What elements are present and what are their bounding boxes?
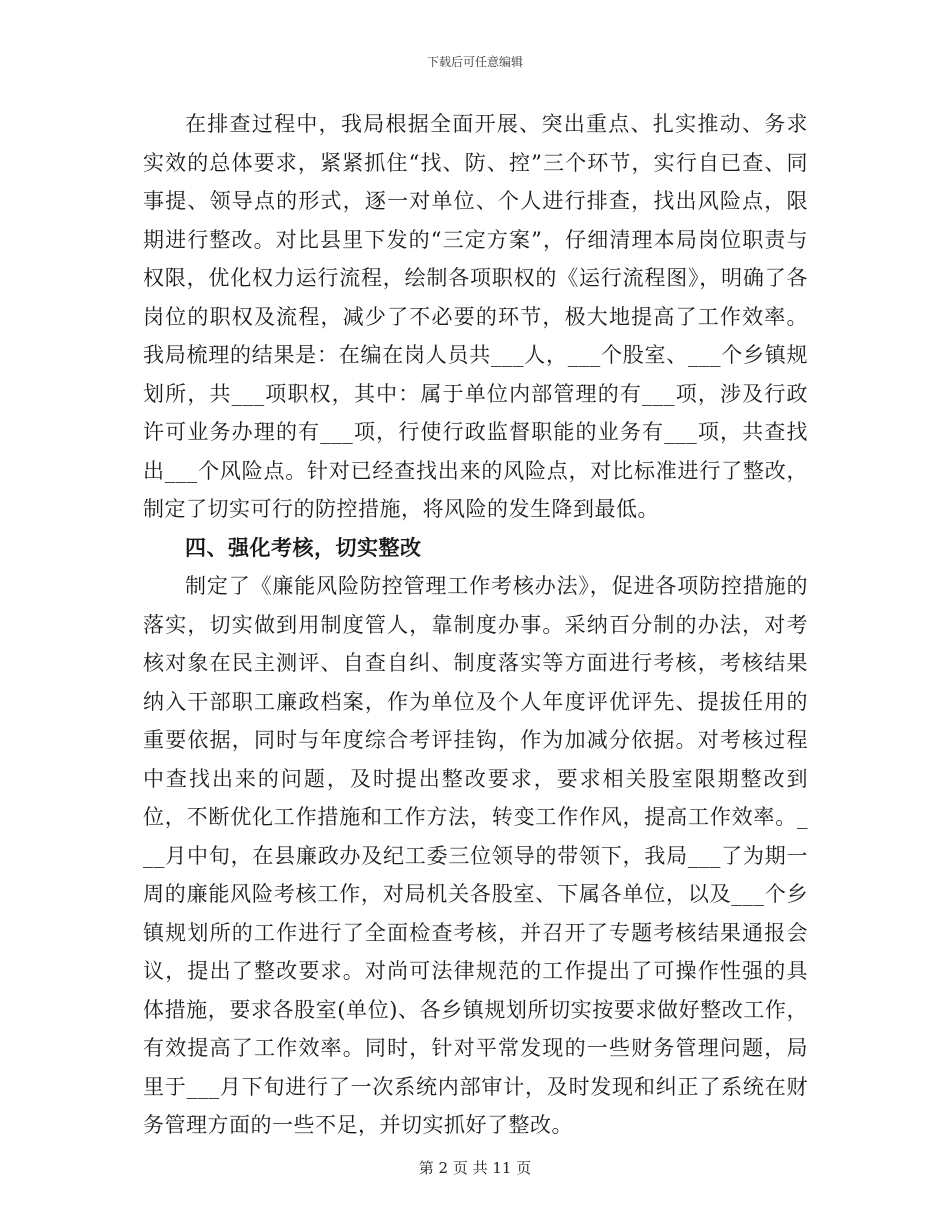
page-header: 下载后可任意编辑 — [426, 55, 523, 69]
section-heading-4: 四、强化考核，切实整改 — [185, 534, 422, 560]
page-number: 第 2 页 共 11 页 — [418, 1159, 532, 1177]
document-body — [143, 105, 808, 1145]
paragraph-investigation: 在排查过程中，我局根据全面开展、突出重点、扎实推动、务求实效的总体要求，紧紧抓住“找、防、控”三个环节，实行自已查、同事提、领导点的形式，逐一对单位、个人进行排查，找出风险点，限期进行整改。对比县里下发的“三定方案”，仔细清理本局岗位职责与权限，优化权力运行流程，绘制各项职权的《运行流程图》，明确了各岗位的职权及流程，减少了不必要的环节，极大地提高了工作效率。我局梳理的结果是：在编在岗人员共___人，___个股室、___个乡镇规划所，共___项职权，其中：属于单位内部管理的有___项，涉及行政许可业务办理的有___项，行使行政监督职能的业务有___项，共查找出___个风险点。针对已经查找出来的风险点，对比标准进行了整改，制定了切实可行的防控措施，将风险的发生降到最低。 — [143, 112, 808, 521]
paragraph-assessment: 制定了《廉能风险防控管理工作考核办法》，促进各项防控措施的落实，切实做到用制度管人，靠制度办事。采纳百分制的办法，对考核对象在民主测评、自查自纠、制度落实等方面进行考核，考核结果纳入干部职工廉政档案，作为单位及个人年度评优评先、提拔任用的重要依据，同时与年度综合考评挂钩，作为加减分依据。对考核过程中查找出来的问题，及时提出整改要求，要求相关股室限期整改到位，不断优化工作措施和工作方法，转变工作作风，提高工作效率。___月中旬，在县廉政办及纪工委三位领导的带领下，我局___了为期一周的廉能风险考核工作，对局机关各股室、下属各单位，以及___个乡镇规划所的工作进行了全面检查考核，并召开了专题考核结果通报会议，提出了整改要求。对尚可法律规范的工作提出了可操作性强的具体措施，要求各股室(单位)、各乡镇规划所切实按要求做好整改工作，有效提高了工作效率。同时，针对平常发现的一些财务管理问题，局里于___月下旬进行了一次系统内部审计，及时发现和纠正了系统在财务管理方面的一些不足，并切实抓好了整改。 — [143, 574, 808, 1137]
